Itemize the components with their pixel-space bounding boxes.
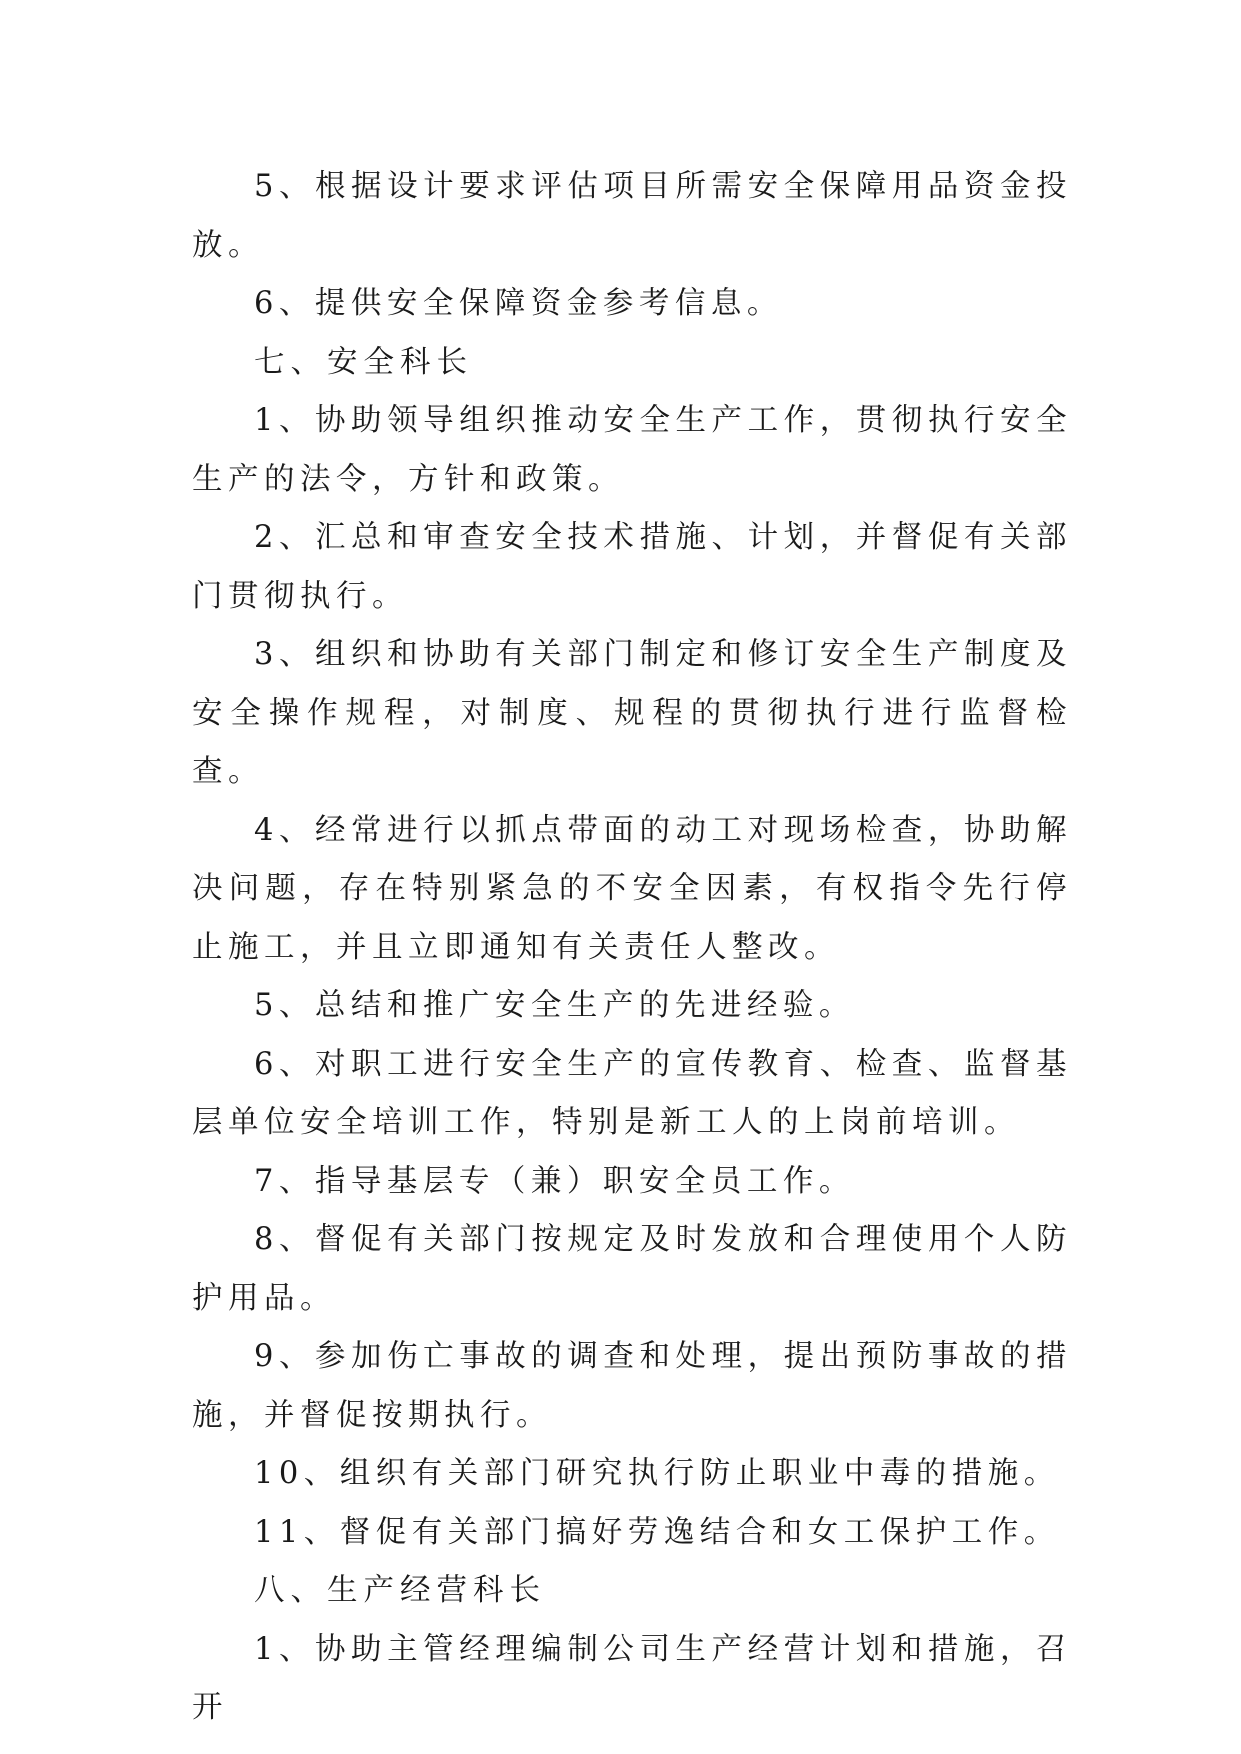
paragraph-item-11: 11、督促有关部门搞好劳逸结合和女工保护工作。 — [254, 1514, 1060, 1550]
paragraph-item-3: 3、组织和协助有关部门制定和修订安全生产制度及安全操作规程，对制度、规程的贯彻执行进行监督检查。 — [192, 637, 1072, 789]
paragraph-item-4: 4、经常进行以抓点带面的动工对现场检查，协助解决问题，存在特别紧急的不安全因素，有权指令先行停止施工，并且立即通知有关责任人整改。 — [192, 812, 1072, 965]
section-heading-production-chief: 八、生产经营科长 — [254, 1573, 546, 1608]
paragraph-item-6-info: 6、提供安全保障资金参考信息。 — [254, 286, 783, 321]
paragraph-item-7: 7、指导基层专（兼）职安全员工作。 — [254, 1163, 855, 1199]
paragraph-item-1: 1、协助领导组织推动安全生产工作，贯彻执行安全生产的法令，方针和政策。 — [192, 403, 1072, 497]
paragraph-item-5: 5、总结和推广安全生产的先进经验。 — [254, 988, 855, 1023]
paragraph-item-5-budget: 5、根据设计要求评估项目所需安全保障用品资金投放。 — [192, 169, 1072, 263]
paragraph-item-2: 2、汇总和审查安全技术措施、计划，并督促有关部门贯彻执行。 — [192, 520, 1072, 614]
paragraph-item-8-1: 1、协助主管经理编制公司生产经营计划和措施，召开 — [192, 1631, 1072, 1725]
paragraph-item-6: 6、对职工进行安全生产的宣传教育、检查、监督基层单位安全培训工作，特别是新工人的上岗前培训。 — [192, 1046, 1072, 1140]
paragraph-item-10: 10、组织有关部门研究执行防止职业中毒的措施。 — [254, 1456, 1060, 1491]
section-heading-safety-chief: 七、安全科长 — [254, 344, 473, 380]
paragraph-item-9: 9、参加伤亡事故的调查和处理，提出预防事故的措施，并督促按期执行。 — [192, 1339, 1072, 1433]
paragraph-item-8: 8、督促有关部门按规定及时发放和合理使用个人防护用品。 — [192, 1222, 1072, 1316]
body-text — [192, 158, 1072, 1738]
